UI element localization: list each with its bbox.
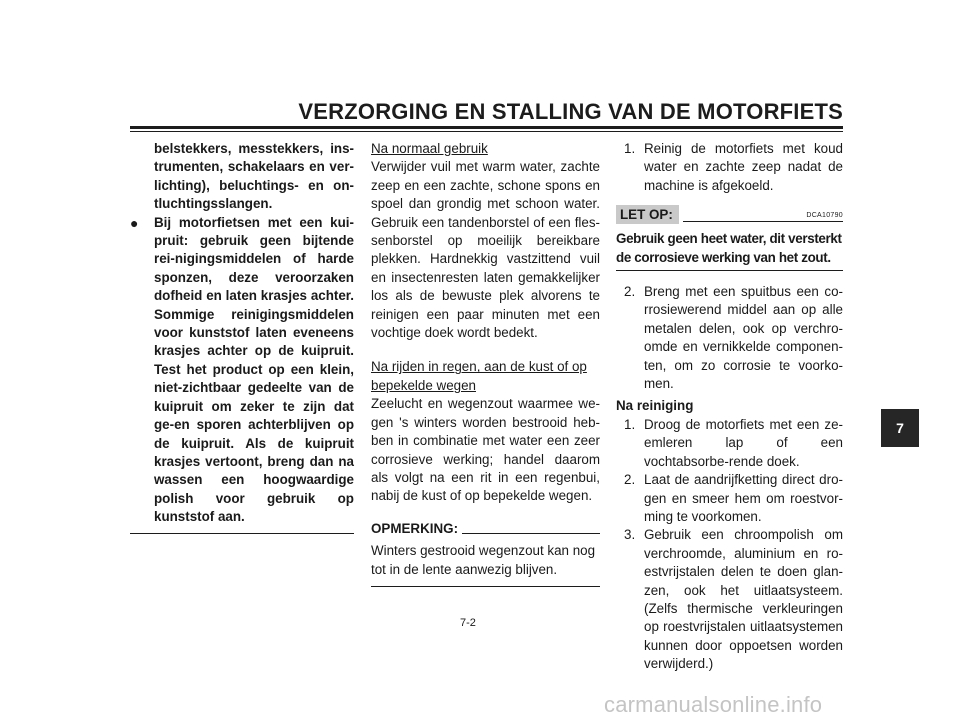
chapter-tab: 7 xyxy=(881,409,919,447)
page-title: VERZORGING EN STALLING VAN DE MOTORFIETS xyxy=(298,99,843,124)
caution-code: DCA10790 xyxy=(806,212,843,220)
continued-list-text: belstekkers, messtekkers, ins-trumenten, schakelaars en ver-lichting), beluchtings- en on-tluchtingsslangen. xyxy=(154,141,354,212)
step-number: 1. xyxy=(624,141,636,156)
left-column xyxy=(130,140,354,534)
step-number: 2. xyxy=(624,284,636,300)
middle-column xyxy=(371,140,600,587)
note-heading-rule xyxy=(462,533,600,534)
step-number: 1. xyxy=(624,416,636,432)
caution-end-rule xyxy=(616,270,843,271)
step-text: Gebruik een chroompolish om verchroomde, aluminium en ro-estvrijstalen delen te doen glan-zen, ook het uitlaatsysteem. (Zelfs thermische verkleuringen op roestvrijstalen uitlaatsystemen kunnen door oppoetsen worden verwijderd.) xyxy=(644,527,843,672)
step-text: Laat de aandrijfketting direct dro-gen en smeer hem om roestvor-ming te voorkomen. xyxy=(644,472,843,524)
step-number: 2. xyxy=(624,472,636,488)
note-heading xyxy=(371,520,600,538)
section-end-rule xyxy=(130,533,354,534)
note-end-rule xyxy=(371,586,600,587)
step-number: 3. xyxy=(624,527,636,543)
after-step-3 xyxy=(616,526,843,673)
section-text-rain-coast: Zeelucht en wegenzout waarmee we-gen 's winters worden bestrooid heb-ben in combinatie met water een zeer corrosieve werking; handel daarom als volgt na een rit in een regenbui, nabij de kust of op bepekelde wegen. xyxy=(371,396,600,504)
rinse-step-1 xyxy=(616,140,843,195)
caution-heading xyxy=(616,205,843,224)
caution-label: LET OP: xyxy=(616,205,679,224)
after-step-2 xyxy=(616,471,843,526)
rinse-step-2 xyxy=(616,283,843,393)
caution-heading-rule xyxy=(683,212,843,222)
step-text: Droog de motorfiets met een ze-emleren lap of een vochtabsorbe-rende doek. xyxy=(644,416,843,469)
header-rule-thin xyxy=(130,131,843,132)
section-heading-after-cleaning: Na reiniging xyxy=(616,398,694,414)
section-heading-rain-coast: Na rijden in regen, aan de kust of op bepekelde wegen xyxy=(371,359,587,393)
right-column xyxy=(616,140,843,674)
note-text: Winters gestrooid wegenzout kan nog tot in de lente aanwezig blijven. xyxy=(371,543,596,577)
caution-text: Gebruik geen heet water, dit versterkt de corrosieve werking van het zout. xyxy=(616,231,842,265)
header-rule-thick xyxy=(130,126,843,129)
step-text: Breng met een spuitbus een co-rrosiewerend middel aan op alle metalen delen, ook op verchro-omde en vernikkelde componen-ten, om zo corrosie te voorko-men. xyxy=(644,284,843,392)
section-heading-normal-use: Na normaal gebruik xyxy=(371,141,488,156)
bullet-text: Bij motorfietsen met een kui-pruit: gebruik geen bijtende rei-nigingsmiddelen of harde sponzen, deze veroorzaken dofheid en laten krasjes achter. Sommige reinigingsmiddelen voor kunststof laten eveneens krasjes achter op de kuipruit. Test het product op een klein, niet-zichtbaar gedeelte van de kuipruit om zeker te zijn dat ge-en sporen achterblijven op de kuipruit. Als de kuipruit krasjes vertoont, breng dan na wassen een hoogwaardige polish voor gebruik op kunststof aan. xyxy=(154,214,354,525)
watermark: carmanualsonline.info xyxy=(604,692,823,717)
step-text: Reinig de motorfiets met koud water en zachte zeep nadat de machine is afgekoeld. xyxy=(644,141,843,193)
bullet-dot-icon: ● xyxy=(130,214,139,231)
note-label: OPMERKING: xyxy=(371,520,459,536)
page-number: 7-2 xyxy=(460,617,476,629)
bullet-item-windshield xyxy=(130,214,354,527)
section-text-normal-use: Verwijder vuil met warm water, zachte zeep en een zachte, schone spons en spoel dan grondig met schoon water. Gebruik een tandenborstel of een fles-senborstel op moeilijk bereikbare plekken. Hardnekkig vastzittend vuil en insectenresten laten gemakkelijker los als de bewuste plek alvorens te reinigen een paar minuten met een vochtige doek wordt bedekt. xyxy=(371,159,600,341)
after-step-1 xyxy=(616,416,843,471)
